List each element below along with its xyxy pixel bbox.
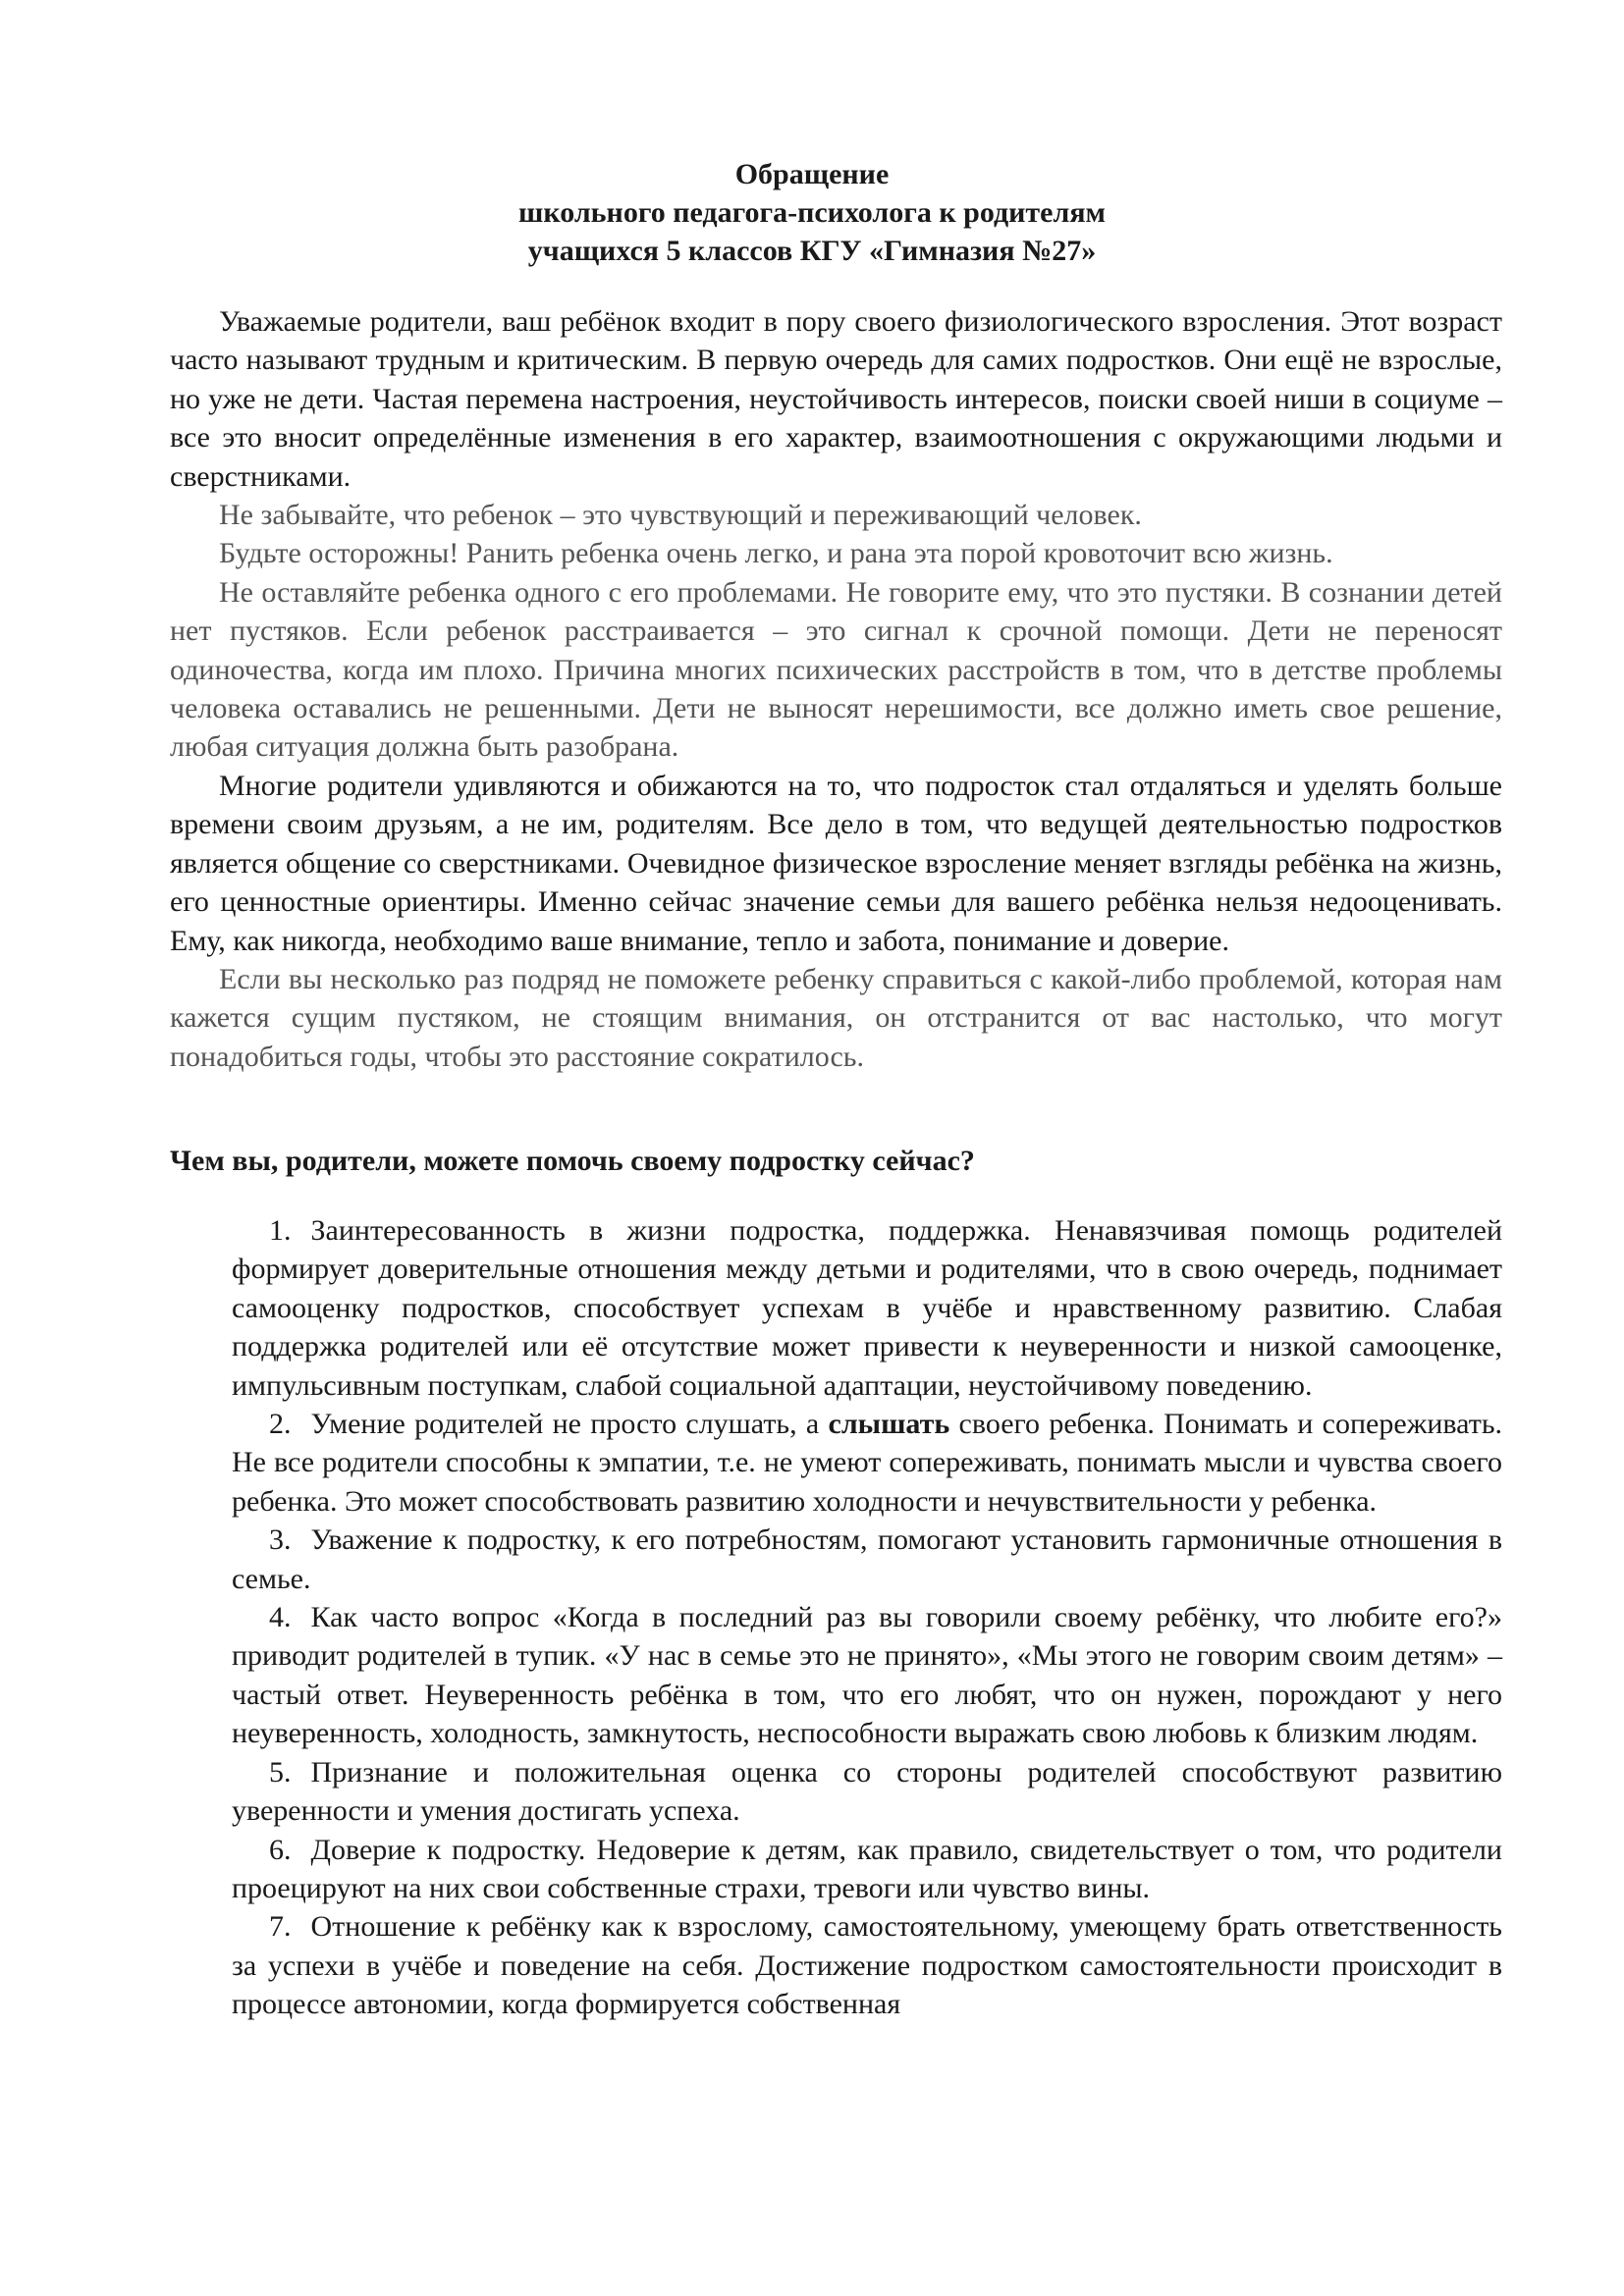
list-text: Умение родителей не просто слушать, а bbox=[310, 1408, 820, 1441]
list-number: 7. bbox=[269, 1910, 292, 1944]
list-item bbox=[232, 1753, 1502, 1831]
paragraph-help: Если вы несколько раз подряд не поможете ребенку справиться с какой-либо проблемой, которая нам кажется сущим пустяком, не стоящим внимания, он отстранится от вас настолько, что могут понадобиться годы, чтобы это расстояние сократилось. bbox=[170, 962, 1502, 1073]
list-text: Отношение к ребёнку как к взрослому, самостоятельному, умеющему брать ответственность за успехи в учёбе и поведение на себя. Достижение подростком самостоятельности происходит в процессе автономии, когда формируется собственная bbox=[232, 1910, 1502, 2021]
intro-section bbox=[170, 302, 1502, 1076]
list-item bbox=[232, 1211, 1502, 1405]
list-text: своего ребенка. Понимать и сопереживать. Не все родители способны к эмпатии, т.е. не умеют сопереживать, понимать мысли и чувства своего ребенка. Это может способствовать развитию холодности и нечувствительности у ребенка. bbox=[232, 1408, 1503, 1518]
list-number: 2. bbox=[269, 1408, 292, 1441]
list-item bbox=[232, 1907, 1502, 2023]
list-number: 1. bbox=[269, 1214, 292, 1247]
list-text: Доверие к подростку. Недоверие к детям, как правило, свидетельствует о том, что родители проецируют на них свои собственные страхи, тревоги или чувство вины. bbox=[232, 1833, 1502, 1904]
section-heading: Чем вы, родители, можете помочь своему подростку сейчас? bbox=[170, 1145, 975, 1177]
list-text: Уважение к подростку, к его потребностям, помогают установить гармоничные отношения в семье. bbox=[232, 1523, 1502, 1595]
title-line-1: Обращение bbox=[734, 158, 890, 190]
title-line-3: учащихся 5 классов КГУ «Гимназия №27» bbox=[527, 235, 1097, 267]
list-item bbox=[232, 1521, 1502, 1598]
list-number: 4. bbox=[269, 1601, 292, 1634]
list-number: 3. bbox=[269, 1523, 292, 1557]
list-item bbox=[232, 1831, 1502, 1908]
title-line-2: школьного педагога-психолога к родителям bbox=[518, 196, 1106, 229]
paragraph-problems: Не оставляйте ребенка одного с его проблемами. Не говорите ему, что это пустяки. В сознании детей нет пустяков. Если ребенок расстраивается – это сигнал к срочной помощи. Дети не переносят одиночества, когда им плохо. Причина многих психических расстройств в том, что в детстве проблемы человека оставались не решенными. Дети не выносят нерешимости, все должно иметь свое решение, любая ситуация должна быть разобрана. bbox=[170, 575, 1502, 764]
list-text: Признание и положительная оценка со стороны родителей способствуют развитию уверенности и умения достигать успеха. bbox=[232, 1755, 1502, 1828]
emphasis-word: слышать bbox=[828, 1408, 950, 1441]
paragraph-intro: Уважаемые родители, ваш ребёнок входит в пору своего физиологического взросления. Этот возраст часто называют трудным и критическим. В первую очередь для самих подростков. Они ещё не взрослые, но уже не дети. Частая перемена настроения, неустойчивость интересов, поиски своей ниши в социуме – все это вносит определённые изменения в его характер, взаимоотношения с окружающими людьми и сверстниками. bbox=[170, 305, 1502, 493]
list-item bbox=[232, 1405, 1502, 1521]
advice-list bbox=[232, 1211, 1502, 2024]
document-title bbox=[0, 155, 1624, 270]
list-number: 6. bbox=[269, 1833, 292, 1866]
list-number: 5. bbox=[269, 1755, 292, 1789]
list-text: Заинтересованность в жизни подростка, поддержка. Ненавязчивая помощь родителей формирует доверительные отношения между детьми и родителями, что в свою очередь, поднимает самооценку подростков, способствует успехам в учёбе и нравственному развитию. Слабая поддержка родителей или её отсутствие может привести к неуверенности и низкой самооценке, импульсивным поступкам, слабой социальной адаптации, неустойчивому поведению. bbox=[232, 1214, 1502, 1402]
paragraph-caution: Будьте осторожны! Ранить ребенка очень легко, и рана эта порой кровоточит всю жизнь. bbox=[219, 537, 1333, 570]
paragraph-parents: Многие родители удивляются и обижаются на то, что подросток стал отдаляться и уделять больше времени своим друзьям, а не им, родителям. Все дело в том, что ведущей деятельностью подростков является общение со сверстниками. Очевидное физическое взросление меняет взгляды ребёнка на жизнь, его ценностные ориентиры. Именно сейчас значение семьи для вашего ребёнка нельзя недооценивать. Ему, как никогда, необходимо ваше внимание, тепло и забота, понимание и доверие. bbox=[170, 769, 1502, 957]
paragraph-reminder: Не забывайте, что ребенок – это чувствующий и переживающий человек. bbox=[219, 499, 1142, 532]
list-item bbox=[232, 1598, 1502, 1753]
list-text: Как часто вопрос «Когда в последний раз вы говорили своему ребёнку, что любите его?» приводит родителей в тупик. «У нас в семье это не принято», «Мы этого не говорим своим детям» – частый ответ. Неуверенность ребёнка в том, что его любят, что он нужен, порождают у него неуверенность, холодность, замкнутость, неспособности выражать свою любовь к близким людям. bbox=[232, 1601, 1502, 1750]
